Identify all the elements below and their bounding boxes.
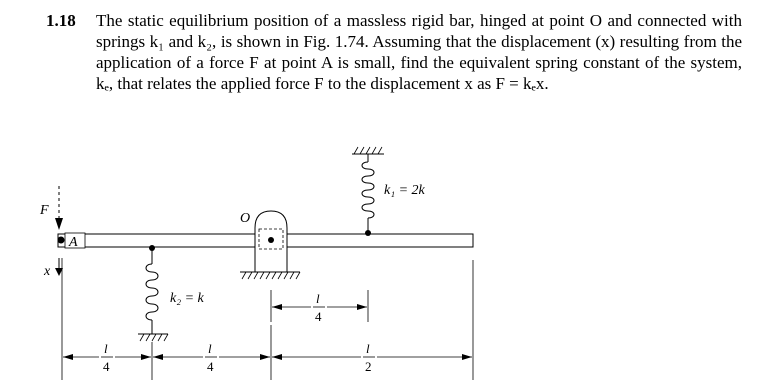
spring-k2-coil [146,264,158,320]
dim-top-arrow-right [357,304,367,310]
spring-k1-attach [365,230,371,236]
problem-statement: The static equilibrium position of a massless rigid bar, hinged at point O and connected with springs k₁ and k₂, is shown in Fig. 1.74. Assuming that the displacement (x) resulting from the application of a force F at point A is small, find the equivalent spring constant of the system, kₑ, that relates the applied force F to the displacement x as F = kₑx. [96,11,742,93]
dim-top-den: 4 [315,309,322,324]
force-label: F [40,203,49,218]
dim-seg2-num: l [208,341,212,356]
dim-seg1-arrow-left [63,354,73,360]
point-a-dot [58,237,65,244]
dim-top-arrow-left [272,304,282,310]
dim-top-num: l [316,291,320,306]
dim-seg2-den: 4 [207,359,214,374]
hinge-ground-hatch [242,272,300,279]
dim-seg1-num: l [104,341,108,356]
dim-seg2-arrow-left [153,354,163,360]
spring-k1-label: k₁ = 2k [384,183,425,198]
displacement-label: x [44,264,51,279]
dim-seg3-num: l [366,341,370,356]
dim-seg3-den: 2 [365,359,372,374]
spring-k2-ground-hatch [140,334,168,341]
spring-k1-top-ground-hatch [354,147,382,154]
dim-seg1-den: 4 [103,359,110,374]
force-arrow-head [55,218,63,230]
dim-seg1-arrow-right [141,354,151,360]
hinge-label: O [240,211,251,226]
problem-number: 1.18 [46,11,76,30]
spring-k2-label: k₂ = k [170,291,204,306]
hinge-pin [268,237,274,243]
dim-seg2-arrow-right [260,354,270,360]
dim-seg3-arrow-right [462,354,472,360]
spring-k1-coil [362,162,374,218]
point-a-label: A [69,235,78,250]
dim-seg3-arrow-left [272,354,282,360]
